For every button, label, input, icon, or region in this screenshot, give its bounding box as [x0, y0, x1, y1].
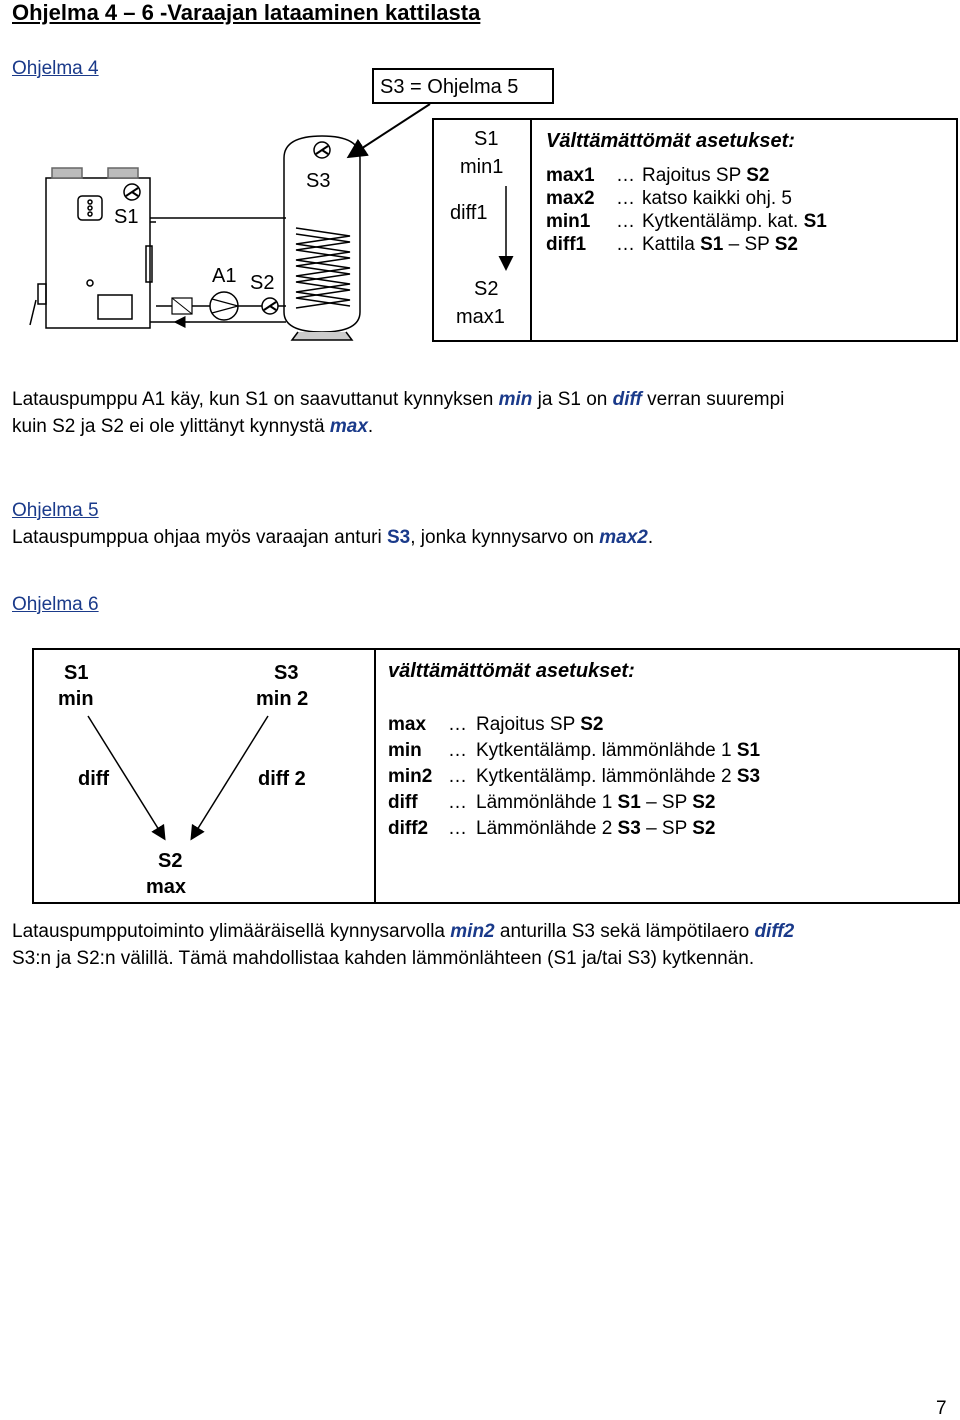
settings-row: min … Kytkentälämp. lämmönlähde 1 S1: [388, 740, 761, 761]
p6-s2: S2: [158, 850, 183, 872]
settings-row: diff … Lämmönlähde 1 S1 – SP S2: [388, 792, 716, 813]
settings-row: max1 … Rajoitus SP S2: [546, 165, 770, 186]
label-a1: A1: [212, 265, 237, 287]
settings-row: max … Rajoitus SP S2: [388, 714, 604, 735]
heading-ohjelma-6: Ohjelma 6: [12, 594, 99, 615]
program6-description: Latauspumpputoiminto ylimääräisellä kynnysarvolla min2 anturilla S3 sekä lämpötilaero diff2 S3:n ja S2:n välillä. Tämä mahdollistaa kahden lämmönlähteen (S1 ja/tai S3) kytkennän.: [12, 921, 795, 969]
flow-max1: max1: [456, 306, 505, 328]
label-s3: S3: [306, 170, 331, 192]
p6-settings-title: välttämättömät asetukset:: [388, 660, 635, 682]
program4-description: Latauspumppu A1 käy, kun S1 on saavuttanut kynnyksen min ja S1 on diff verran suurempi kuin S2 ja S2 ei ole ylittänyt kynnystä max.: [12, 389, 785, 437]
settings-row: max2 … katso kaikki ohj. 5: [546, 188, 792, 209]
label-s2: S2: [250, 272, 275, 294]
flow-s1: S1: [474, 128, 499, 150]
p6-min2: min 2: [256, 688, 309, 710]
p6-max: max: [146, 876, 187, 898]
settings-row: min2 … Kytkentälämp. lämmönlähde 2 S3: [388, 766, 761, 787]
callout-text: S3 = Ohjelma 5: [380, 76, 519, 98]
heading-ohjelma-5: Ohjelma 5: [12, 500, 99, 521]
label-s1: S1: [114, 206, 139, 228]
page-title: Ohjelma 4 – 6 -Varaajan lataaminen kattilasta: [12, 0, 481, 25]
p6-s1: S1: [64, 662, 89, 684]
p6-settings-list: [388, 712, 760, 842]
p6-diff: diff: [78, 768, 110, 790]
settings-row: diff2 … Lämmönlähde 2 S3 – SP S2: [388, 818, 716, 839]
p6-diff2: diff 2: [258, 768, 306, 790]
flow-diff1: diff1: [450, 202, 488, 224]
arrow-right: [192, 716, 268, 838]
settings-row: min1 … Kytkentälämp. kat. S1: [546, 211, 827, 232]
page-number: 7: [936, 1398, 947, 1419]
program5-description: Latauspumppua ohjaa myös varaajan anturi S3, jonka kynnysarvo on max2.: [12, 527, 654, 548]
settings-row: diff1 … Kattila S1 – SP S2: [546, 234, 798, 255]
flow-s2: S2: [474, 278, 499, 300]
flow-min1: min1: [460, 156, 504, 178]
p6-min: min: [58, 688, 94, 710]
p6-s3: S3: [274, 662, 299, 684]
settings-title: Välttämättömät asetukset:: [546, 130, 795, 152]
heading-ohjelma-4: Ohjelma 4: [12, 58, 99, 79]
arrow-left: [88, 716, 164, 838]
